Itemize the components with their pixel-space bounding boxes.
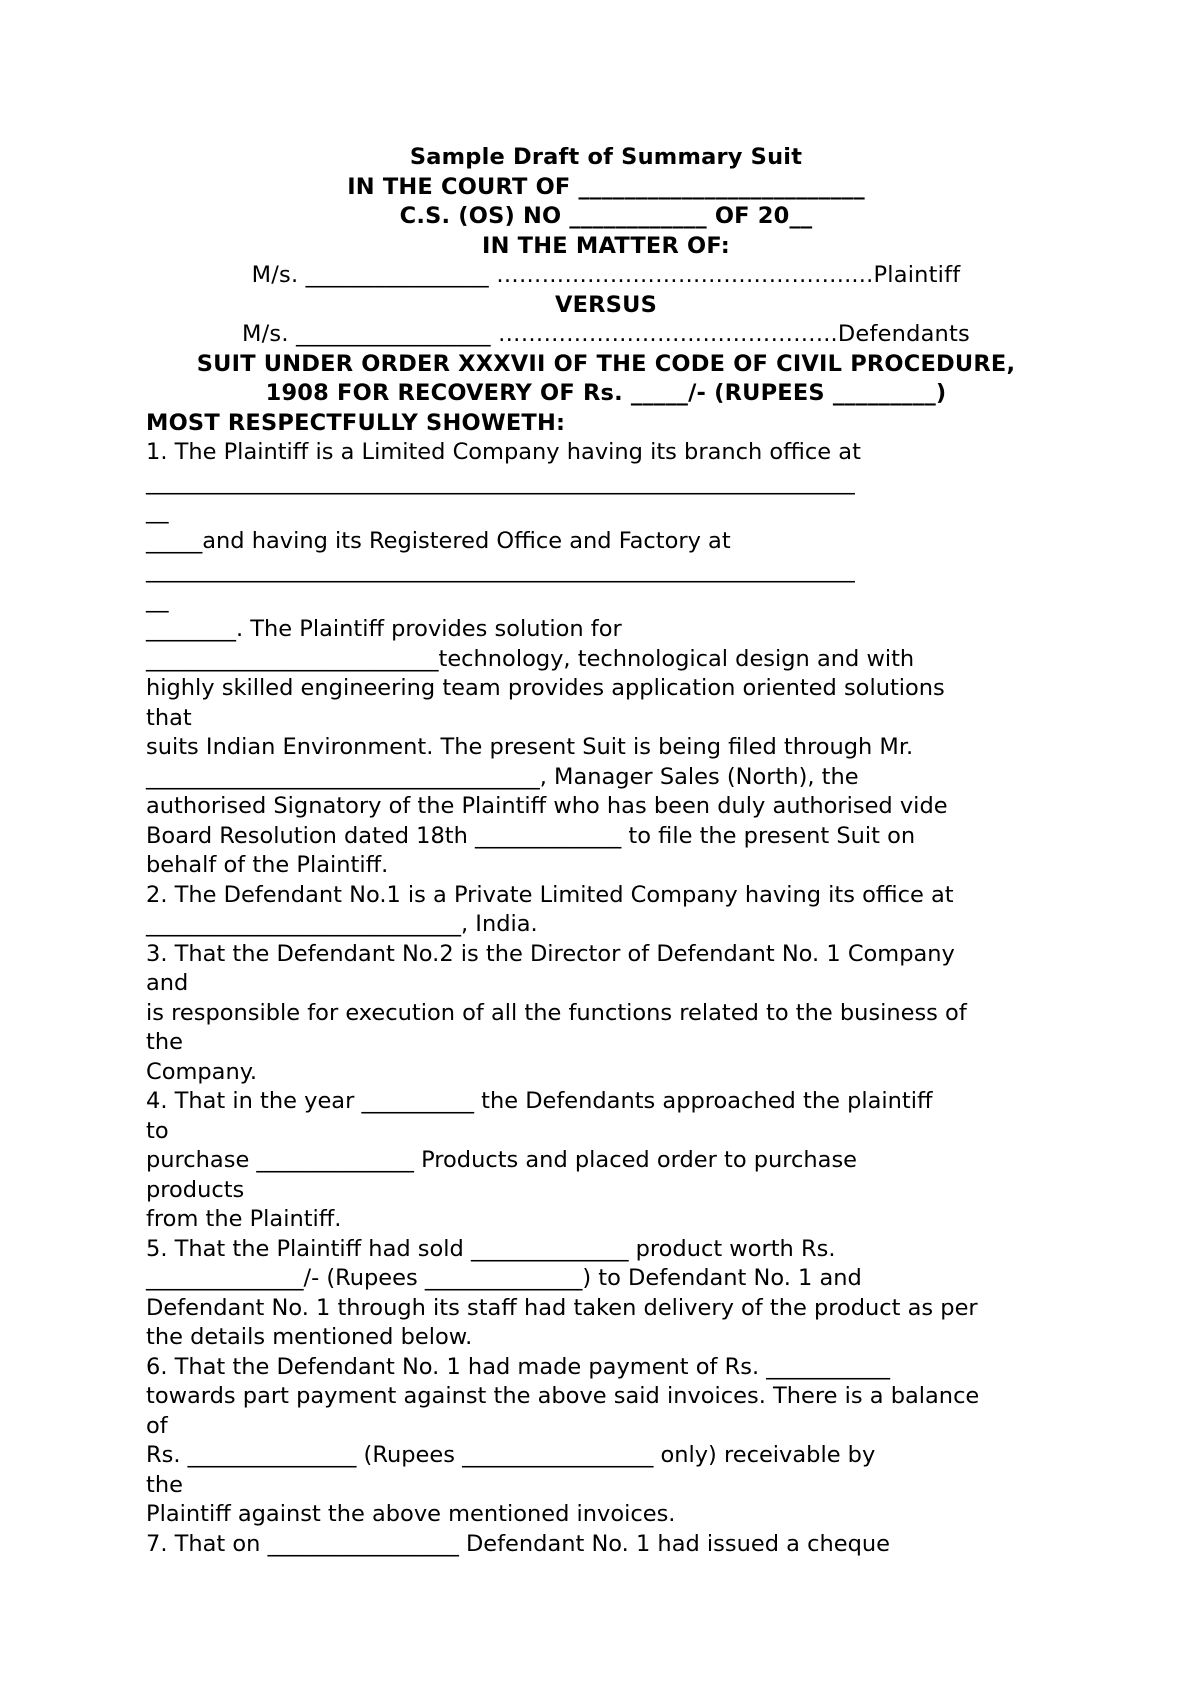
- body-line: Board Resolution dated 18th _____________ to file the present Suit on: [146, 822, 916, 849]
- body-line: Rs. _______________ (Rupees _________________ only) receivable by: [146, 1442, 876, 1468]
- body-line: 1. The Plaintiff is a Limited Company having its branch office at: [146, 439, 861, 465]
- body-line: to: [146, 1117, 169, 1144]
- court-line: IN THE COURT OF _________________________: [347, 173, 865, 200]
- body-line: towards part payment against the above said invoices. There is a balance: [146, 1383, 980, 1409]
- body-line: behalf of the Plaintiff.: [146, 852, 389, 878]
- body-line: the: [146, 1029, 183, 1055]
- body-line: _____and having its Registered Office and Factory at: [146, 527, 731, 554]
- suit-subject-line-2: 1908 FOR RECOVERY OF Rs. _____/- (RUPEES _________): [265, 380, 947, 406]
- document-title: Sample Draft of Summary Suit: [409, 144, 803, 170]
- showeth-heading: MOST RESPECTFULLY SHOWETH:: [146, 409, 566, 436]
- suit-body: [146, 438, 1066, 1559]
- body-line: and: [146, 970, 189, 996]
- suit-subject-line-1: SUIT UNDER ORDER XXXVII OF THE CODE OF CIVIL PROCEDURE,: [196, 350, 1016, 377]
- defendants-line: M/s. _________________ ……………………………………...Defendants: [242, 321, 970, 347]
- body-line: __________________________technology, technological design and with: [146, 645, 915, 672]
- body-line: ____________________________, India.: [146, 911, 538, 937]
- body-line: suits Indian Environment. The present Suit is being filed through Mr.: [146, 734, 914, 760]
- body-line: 5. That the Plaintiff had sold ______________ product worth Rs.: [146, 1235, 836, 1262]
- body-line: that: [146, 704, 192, 731]
- plaintiff-line: M/s. ________________ ……………………………………….....Plaintiff: [251, 262, 961, 288]
- body-line: Defendant No. 1 through its staff had taken delivery of the product as per: [146, 1294, 978, 1321]
- body-line: purchase ______________ Products and placed order to purchase: [146, 1147, 858, 1173]
- body-line: of: [146, 1412, 168, 1439]
- body-line: ________. The Plaintiff provides solution for: [146, 616, 622, 642]
- document-content: [146, 143, 1066, 1559]
- body-line: from the Plaintiff.: [146, 1206, 342, 1232]
- suit-header: [146, 143, 1066, 438]
- body-line: ___________________________________, Manager Sales (North), the: [146, 763, 859, 790]
- matter-heading: IN THE MATTER OF:: [482, 232, 730, 259]
- body-line: highly skilled engineering team provides application oriented solutions: [146, 675, 945, 701]
- body-line: 3. That the Defendant No.2 is the Director of Defendant No. 1 Company: [146, 940, 955, 967]
- case-number-line: C.S. (OS) NO ____________ OF 20__: [399, 203, 813, 229]
- body-line: products: [146, 1176, 245, 1203]
- body-line: Plaintiff against the above mentioned invoices.: [146, 1501, 676, 1527]
- body-line: authorised Signatory of the Plaintiff who has been duly authorised vide: [146, 793, 948, 819]
- body-line: 7. That on _________________ Defendant No. 1 had issued a cheque: [146, 1530, 890, 1557]
- body-line: 4. That in the year __________ the Defendants approached the plaintiff: [146, 1088, 933, 1114]
- body-line: _______________________________________________________________: [146, 468, 855, 495]
- body-line: _______________________________________________________________: [146, 557, 855, 583]
- body-line: the: [146, 1471, 183, 1498]
- body-line: is responsible for execution of all the functions related to the business of: [146, 999, 967, 1026]
- body-line: __: [146, 498, 169, 524]
- versus-heading: VERSUS: [555, 291, 657, 318]
- body-line: ______________/- (Rupees ______________) to Defendant No. 1 and: [146, 1265, 862, 1291]
- body-line: 2. The Defendant No.1 is a Private Limited Company having its office at: [146, 881, 954, 908]
- body-line: the details mentioned below.: [146, 1324, 473, 1350]
- body-line: Company.: [146, 1058, 257, 1085]
- body-line: 6. That the Defendant No. 1 had made payment of Rs. ___________: [146, 1353, 891, 1380]
- body-line: __: [146, 586, 169, 613]
